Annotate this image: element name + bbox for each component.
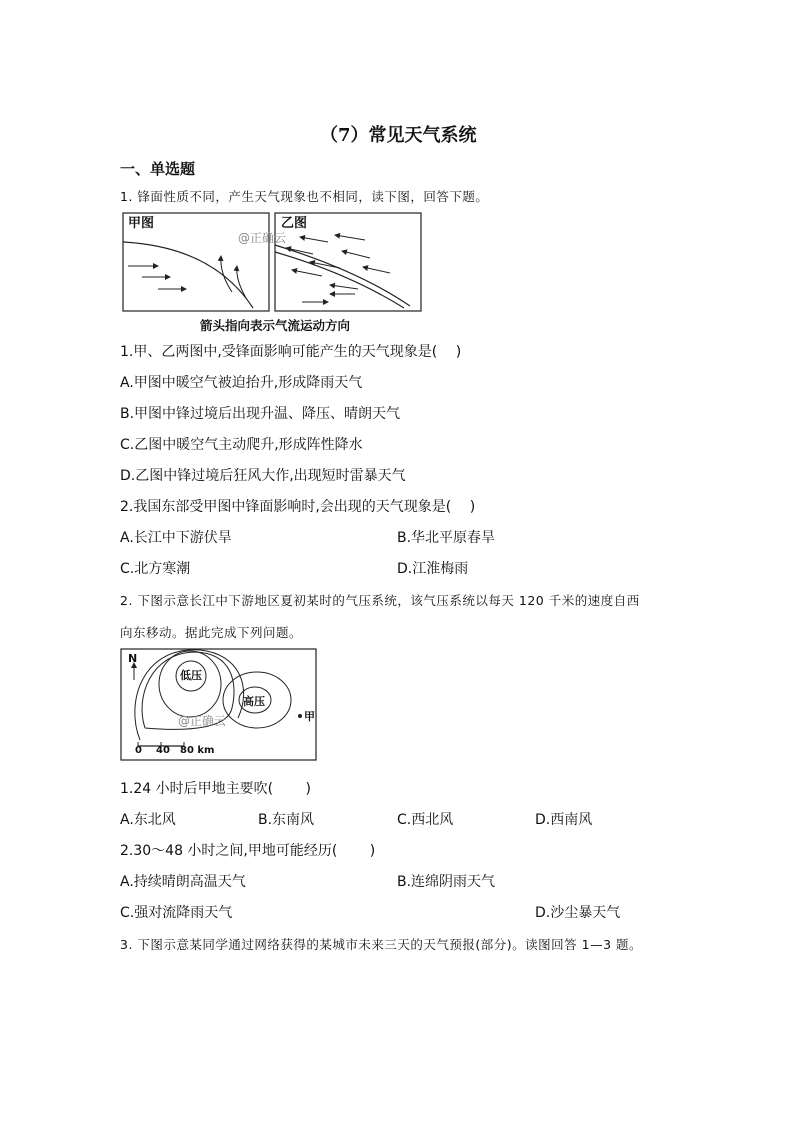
option-a: A.长江中下游伏旱 (120, 530, 232, 546)
question-1-stem: 1. 锋面性质不同，产生天气现象也不相同，读下图，回答下题。 (120, 189, 489, 204)
option-c: C.强对流降雨天气 (120, 905, 233, 921)
option-d: D.西南风 (535, 812, 593, 828)
section-heading: 一、单选题 (120, 160, 196, 178)
subquestion-stem: 1.24 小时后甲地主要吹( ) (120, 781, 311, 797)
north-label: N (128, 652, 138, 665)
point-jia (298, 714, 302, 718)
panel-b-label: 乙图 (281, 216, 308, 231)
map-frame (121, 649, 316, 760)
watermark: @正确云 (178, 714, 227, 728)
option-b: B.华北平原春旱 (397, 530, 496, 546)
option-b: B.连绵阴雨天气 (397, 874, 496, 890)
option-c: C.西北风 (397, 812, 454, 828)
high-pressure-label: 高压 (243, 695, 265, 708)
panel-b-arrow (342, 251, 370, 258)
option-b: B.东南风 (258, 812, 315, 828)
scale-tick-0: 0 (135, 745, 142, 756)
option-c: C.乙图中暖空气主动爬升,形成阵性降水 (120, 437, 363, 453)
panel-a-label: 甲图 (128, 216, 155, 231)
question-2-stem: 2. 下图示意长江中下游地区夏初某时的气压系统，该气压系统以每天 120 千米的速度自西 (120, 593, 640, 608)
panel-b-arrow (292, 270, 322, 276)
pressure-map-figure (120, 648, 318, 762)
option-d: D.乙图中锋过境后狂风大作,出现短时雷暴天气 (120, 468, 406, 484)
option-a: A.持续晴朗高温天气 (120, 874, 246, 890)
figure-caption: 箭头指向表示气流运动方向 (200, 318, 351, 333)
subquestion-stem: 1.甲、乙两图中,受锋面影响可能产生的天气现象是( ) (120, 344, 462, 360)
option-b: B.甲图中锋过境后出现升温、降压、晴朗天气 (120, 406, 401, 422)
point-jia-label: 甲 (304, 710, 315, 723)
panel-b-front-line (275, 252, 404, 308)
panel-a-front-line (123, 242, 253, 308)
option-d: D.江淮梅雨 (397, 561, 469, 577)
low-pressure-label: 低压 (180, 669, 202, 682)
option-c: C.北方寒潮 (120, 561, 191, 577)
panel-b-arrow (300, 237, 328, 242)
scale-tick-40: 40 (156, 745, 170, 756)
subquestion-stem: 2.30～48 小时之间,甲地可能经历( ) (120, 843, 376, 859)
option-a: A.东北风 (120, 812, 176, 828)
page-title: （7）常见天气系统 (320, 125, 477, 146)
panel-b-arrow (363, 267, 390, 273)
panel-b-arrow (330, 285, 358, 289)
scale-tick-80: 80 km (180, 745, 215, 756)
question-2-stem-cont: 向东移动。据此完成下列问题。 (120, 625, 303, 640)
panel-b-arrow (335, 235, 365, 240)
subquestion-stem: 2.我国东部受甲图中锋面影响时,会出现的天气现象是( ) (120, 499, 476, 515)
option-d: D.沙尘暴天气 (535, 905, 621, 921)
question-3-stem: 3. 下图示意某同学通过网络获得的某城市未来三天的天气预报(部分)。读图回答 1—3 题。 (120, 937, 643, 952)
option-a: A.甲图中暖空气被迫抬升,形成降雨天气 (120, 375, 363, 391)
watermark: @正确云 (238, 231, 287, 245)
